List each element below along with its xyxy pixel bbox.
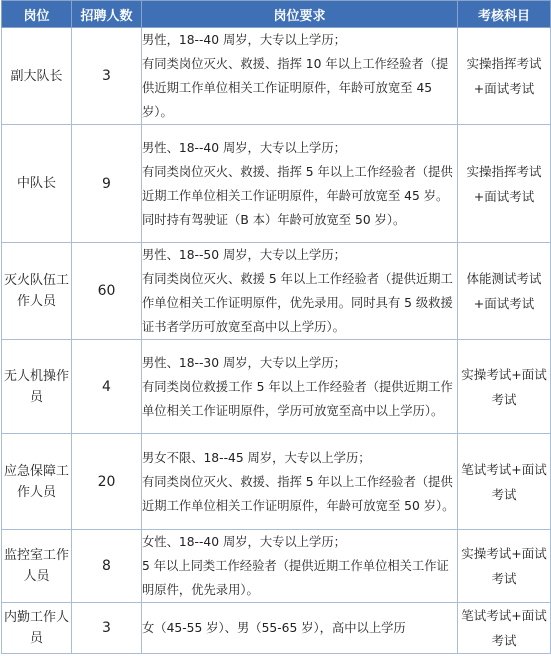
recruitment-table [1, 0, 551, 654]
post-name: 副大队长 [2, 28, 72, 125]
post-name: 监控室工作人员 [2, 530, 72, 603]
requirement-line: 男性、18--40 周岁，大专以上学历； [142, 140, 346, 155]
requirement-line: 5 年以上同类工作经验者（提供近期工作单位相关工作证明原件，优先录用）。 [142, 559, 449, 597]
table-row [2, 243, 551, 340]
table-header-row [2, 1, 551, 28]
post-name: 无人机操作员 [2, 340, 72, 434]
post-name: 中队长 [2, 125, 72, 243]
header-count: 招聘人数 [72, 1, 142, 28]
requirement-line: 女（45-55 岁）、男（55-65 岁），高中以上学历 [142, 621, 406, 635]
header-requirements: 岗位要求 [142, 1, 458, 28]
exam-subjects: 实操考试+面试考试 [458, 530, 551, 603]
post-name: 应急保障工作人员 [2, 434, 72, 530]
requirements-cell [142, 243, 458, 340]
exam-subjects: 体能测试考试+面试考试 [458, 243, 551, 340]
hire-count: 4 [72, 340, 142, 434]
hire-count: 20 [72, 434, 142, 530]
exam-subjects: 笔试考试+面试考试 [458, 603, 551, 654]
exam-subjects: 实操考试+面试考试 [458, 340, 551, 434]
requirements-cell [142, 603, 458, 654]
post-name: 内勤工作人员 [2, 603, 72, 654]
hire-count: 3 [72, 603, 142, 654]
requirements-cell [142, 125, 458, 243]
header-exam: 考核科目 [458, 1, 551, 28]
requirement-line: 有同类岗位灭火、救援、指挥 10 年以上工作经验者（提供近期工作单位相关工作证明原件，年龄可放宽至 45 岁）。 [142, 57, 449, 119]
table-row [2, 603, 551, 654]
requirement-line: 男性、18--50 周岁，大专以上学历； [142, 248, 346, 262]
hire-count: 3 [72, 28, 142, 125]
post-name: 灭火队伍工作人员 [2, 243, 72, 340]
requirements-cell [142, 530, 458, 603]
requirements-cell [142, 434, 458, 530]
requirement-line: 男性、18--30 周岁，大专以上学历； [142, 355, 346, 370]
hire-count: 9 [72, 125, 142, 243]
requirement-line: 女性、18--40 周岁，大专以上学历； [142, 535, 346, 549]
hire-count: 60 [72, 243, 142, 340]
requirement-line: 有同类岗位灭火、救援、指挥 5 年以上工作经验者（提供近期工作单位相关工作证明原件，年龄可放宽至 45 岁。同时持有驾驶证（B 本）年龄可放宽至 50 岁）。 [142, 164, 453, 227]
exam-subjects: 实操指挥考试+面试考试 [458, 125, 551, 243]
table-row [2, 340, 551, 434]
header-post: 岗位 [2, 1, 72, 28]
exam-subjects: 实操指挥考试+面试考试 [458, 28, 551, 125]
table-row [2, 125, 551, 243]
requirement-line: 有同类岗位灭火、救援、指挥 5 年以上工作经验者（提供近期工作单位相关工作证明原件，年龄可放宽至 50 岁）。 [142, 474, 455, 513]
hire-count: 8 [72, 530, 142, 603]
requirement-line: 有同类岗位灭火、救援 5 年以上工作经验者（提供近期工作单位相关工作证明原件，优先录用。同时具有 5 级救援证书者学历可放宽至高中以上学历）。 [142, 272, 453, 334]
table-row [2, 530, 551, 603]
requirement-line: 男性，18--40 周岁，大专以上学历； [142, 33, 346, 47]
requirements-cell [142, 340, 458, 434]
requirement-line: 有同类岗位救援工作 5 年以上工作经验者（提供近期工作单位相关工作证明原件，学历可放宽至高中以上学历）。 [142, 379, 453, 418]
table-row [2, 434, 551, 530]
table-row [2, 28, 551, 125]
requirement-line: 男女不限、18--45 周岁，大专以上学历； [142, 450, 371, 465]
exam-subjects: 笔试考试+面试考试 [458, 434, 551, 530]
requirements-cell [142, 28, 458, 125]
